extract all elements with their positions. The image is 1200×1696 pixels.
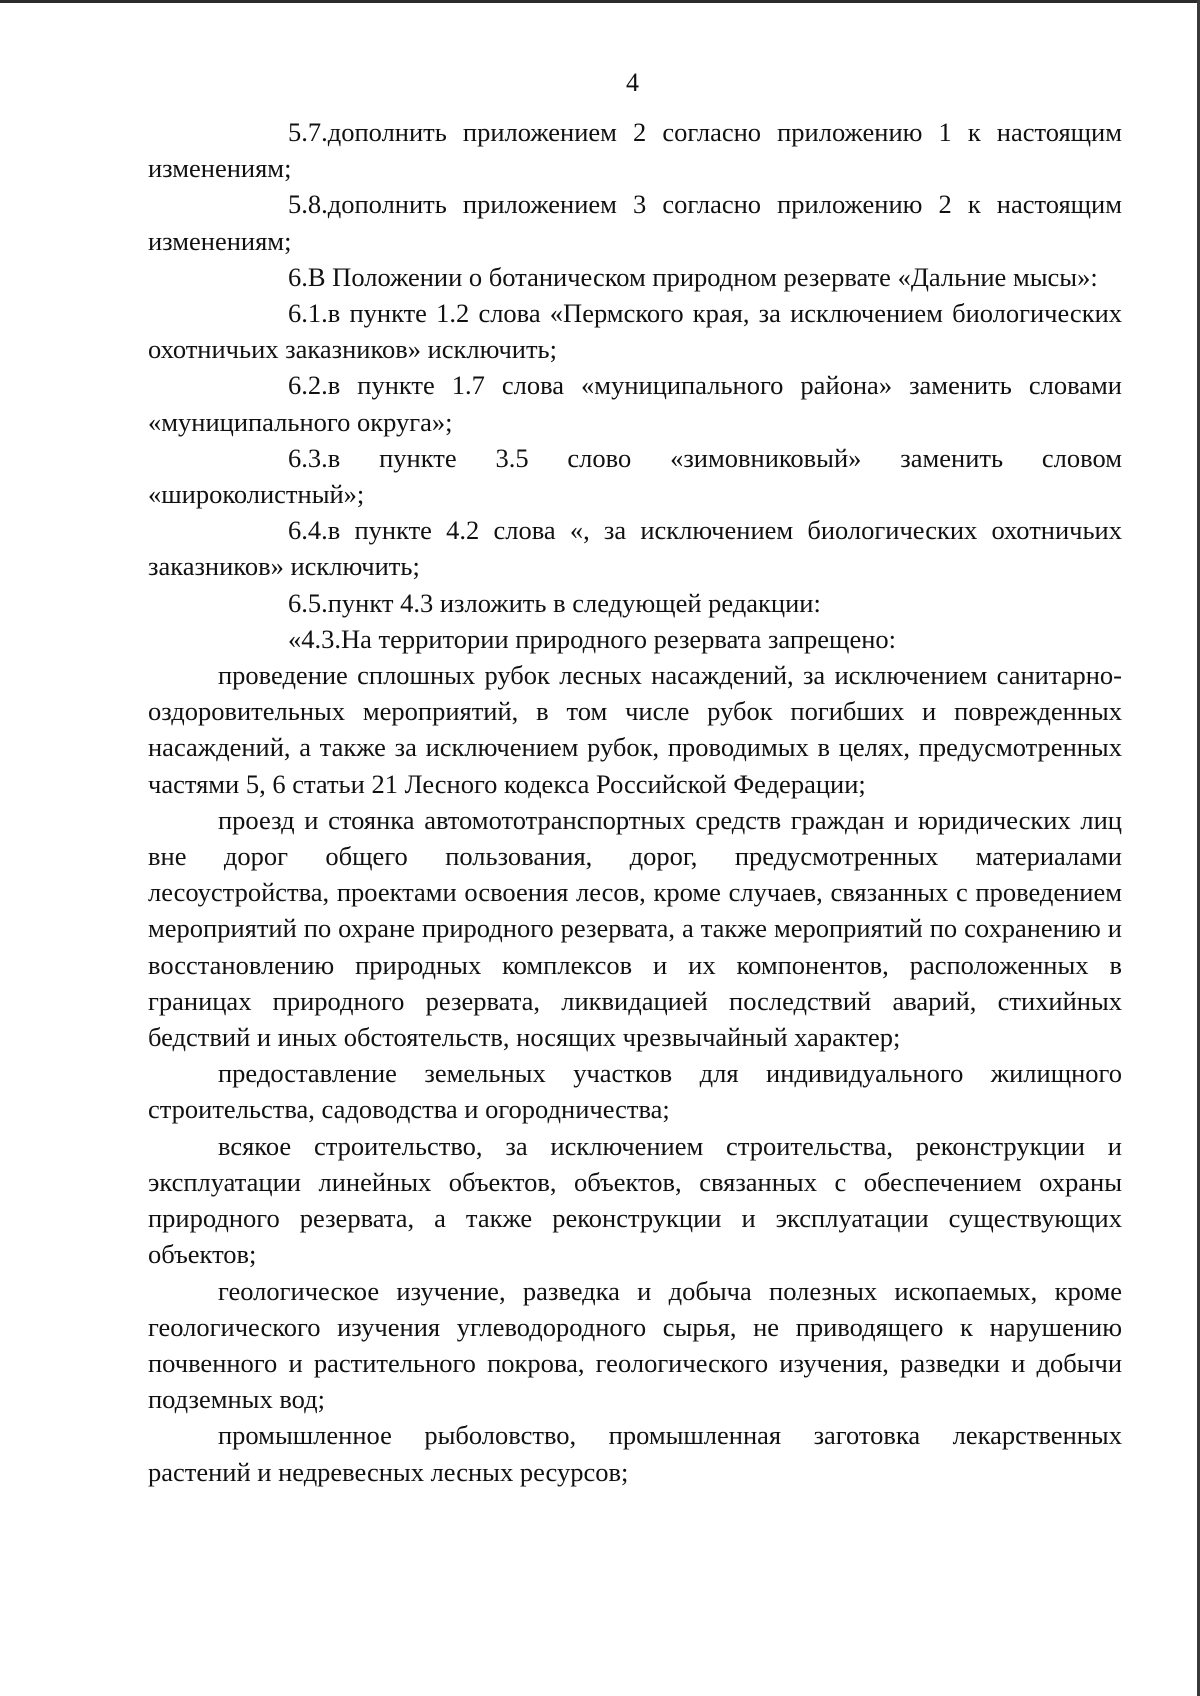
paragraph-5-7 [148,114,1122,186]
paragraph-prohibition-logging: проведение сплошных рубок лесных насаждений, за исключением санитарно-оздоровительных мероприятий, в том числе рубок погибших и поврежденных насаждений, а также за исключением рубок, проводимых в целях, предусмотренных частями 5, 6 статьи 21 Лесного кодекса Российской Федерации; [148,660,1122,799]
paragraph-number: 6.2. [288,370,328,401]
paragraph-6-4 [148,512,1122,584]
paragraph-number: 6.1. [288,298,328,329]
paragraph-number: 5.8. [288,189,328,220]
paragraph-text: пункт 4.3 изложить в следующей редакции: [327,587,821,618]
paragraph-number: 5.7. [288,117,328,147]
paragraph-6 [148,259,1122,295]
paragraph-number: 6.5. [288,587,328,618]
paragraph-number: 6.4. [288,515,328,546]
paragraph-prohibition-land-plots: предоставление земельных участков для индивидуального жилищного строительства, садоводства и огородничества; [148,1058,1122,1125]
paragraph-prohibition-fishing: промышленное рыболовство, промышленная заготовка лекарственных растений и недревесных лесных ресурсов; [148,1420,1122,1487]
paragraph-prohibition-construction: всякое строительство, за исключением строительства, реконструкции и эксплуатации линейных объектов, объектов, связанных с обеспечением охраны природного резервата, а также реконструкции и эксплуатации существующих объектов; [148,1130,1122,1270]
page-number: 4 [626,68,639,97]
paragraph-6-3 [148,440,1122,512]
paragraph-6-2 [148,367,1122,439]
paragraph-text: в пункте 1.2 слова «Пермского края, за исключением биологических охотничьих заказников» исключить; [148,298,1122,365]
paragraph-text: дополнить приложением 2 согласно приложению 1 к настоящим изменениям; [148,117,1122,184]
paragraph-text: в пункте 1.7 слова «муниципального района» заменить словами «муниципального округа»; [148,370,1122,437]
scan-edge-top [0,0,1200,3]
paragraph-prohibition-geology: геологическое изучение, разведка и добыча полезных ископаемых, кроме геологического изучения углеводородного сырья, не приводящего к нарушению почвенного и растительного покрова, геологического изучения, разведки и добычи подземных вод; [148,1275,1122,1415]
paragraph-text: в пункте 4.2 слова «, за исключением биологических охотничьих заказников» исключить; [148,515,1122,582]
paragraph-text: На территории природного резервата запрещено: [341,623,896,654]
paragraph-number: 6.3. [288,442,328,473]
paragraph-6-5 [148,585,1122,621]
paragraph-prohibition-vehicles: проезд и стоянка автомототранспортных средств граждан и юридических лиц вне дорог общего пользования, дорог, предусмотренных материалами лесоустройства, проектами освоения лесов, кроме случаев, связанных с проведением мероприятий по охране природного резервата, а также мероприятий по сохранению и восстановлению природных комплексов и их компонентов, расположенных в границах природного резервата, ликвидацией последствий аварий, стихийных бедствий и иных обстоятельств, носящих чрезвычайный характер; [148,804,1122,1053]
paragraph-number: 6. [288,261,308,292]
paragraph-5-8 [148,186,1122,258]
paragraph-text: в пункте 3.5 слово «зимовниковый» заменить словом «широколистный»; [148,442,1122,510]
paragraph-6-1 [148,295,1122,367]
document-body [148,114,1122,1490]
paragraph-number: «4.3. [288,623,341,654]
paragraph-text: дополнить приложением 3 согласно приложению 2 к настоящим изменениям; [148,189,1122,256]
paragraph-text: В Положении о ботаническом природном резервате «Дальние мысы»: [307,261,1098,292]
paragraph-4-3 [148,621,1122,657]
